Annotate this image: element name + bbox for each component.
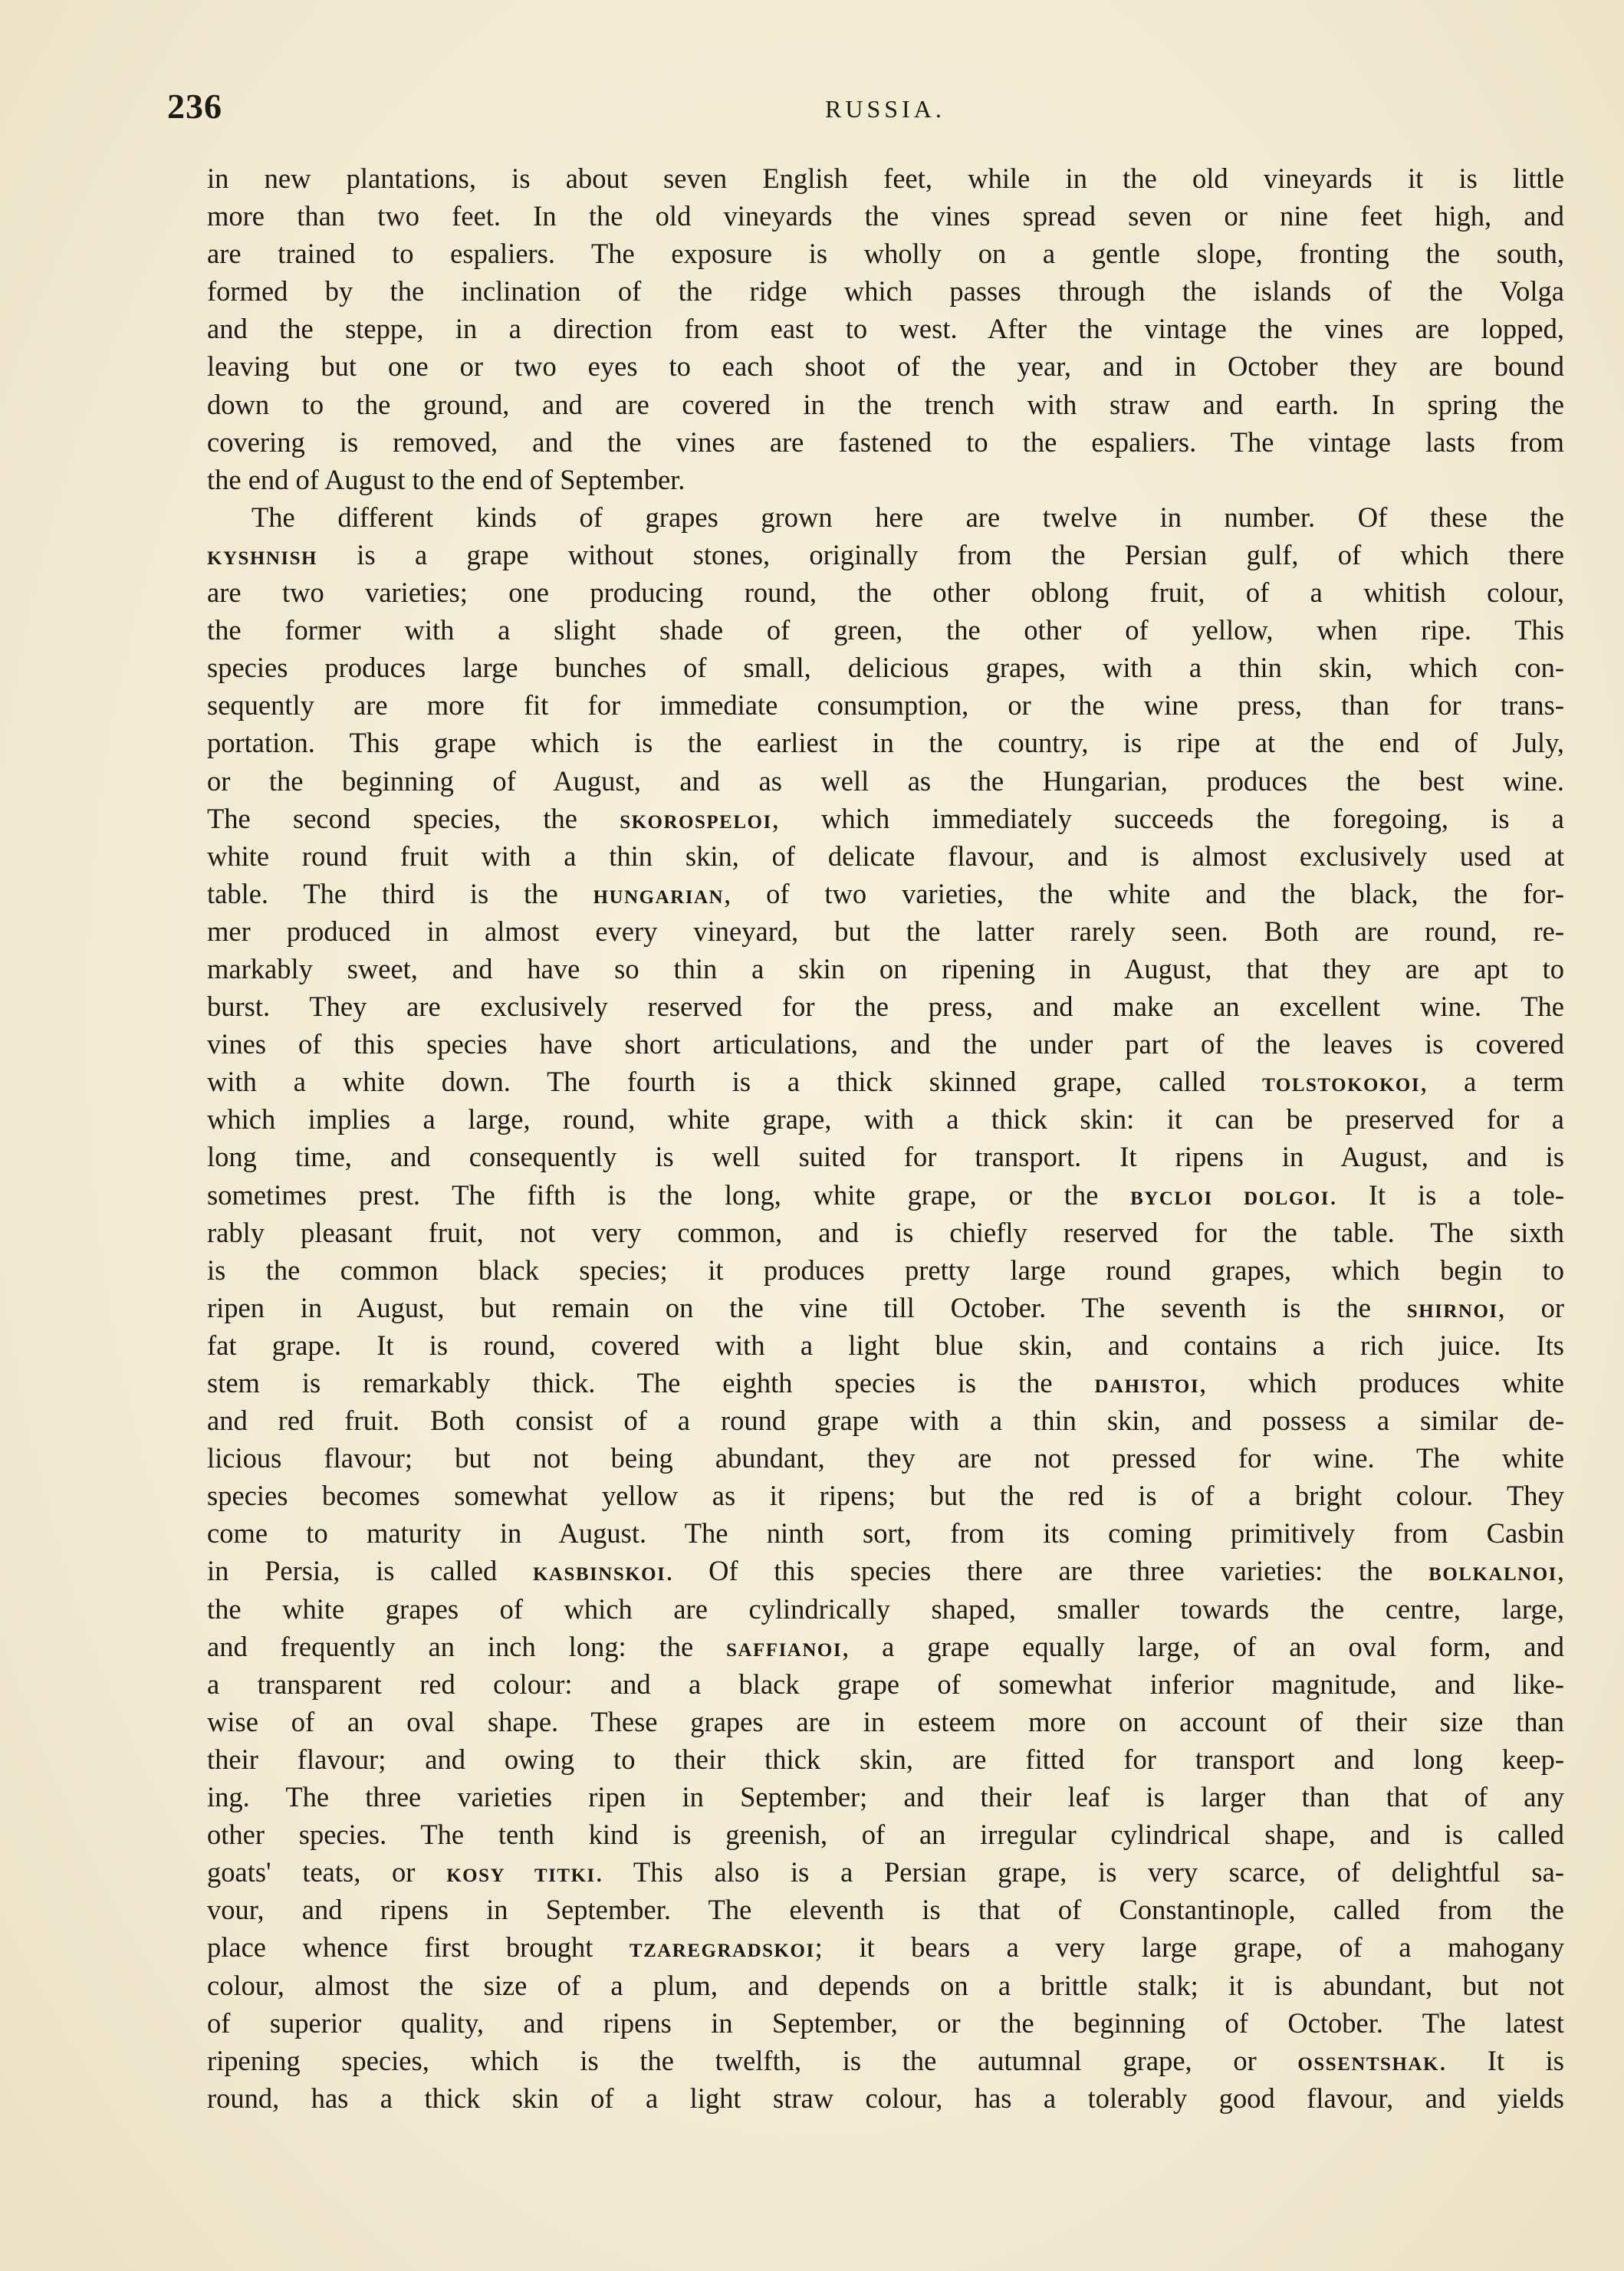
grape-variety-name: KYSHNISH bbox=[207, 547, 317, 569]
text-line bbox=[207, 2042, 1564, 2079]
text-run: ripen in August, but remain on the vine till October. The seventh is the bbox=[207, 1291, 1407, 1323]
text-line bbox=[207, 310, 1564, 347]
text-line bbox=[207, 1326, 1564, 1364]
text-run: , bbox=[1557, 1555, 1564, 1587]
text-run: vour, and ripens in September. The eleventh is that of Constantinople, called from the bbox=[207, 1894, 1564, 1926]
text-line bbox=[207, 1439, 1564, 1477]
text-line bbox=[207, 912, 1564, 950]
text-line bbox=[207, 762, 1564, 800]
grape-variety-name: DAHISTOI bbox=[1094, 1376, 1200, 1397]
text-run: wise of an oval shape. These grapes are in esteem more on account of their size than bbox=[207, 1705, 1564, 1737]
text-run: , which produces white bbox=[1199, 1367, 1564, 1398]
text-run: a transparent red colour: and a black grape of somewhat inferior magnitude, and like- bbox=[207, 1668, 1564, 1700]
text-run: , a term bbox=[1420, 1066, 1565, 1098]
text-run: which implies a large, round, white grape, with a thick skin: it can be preserved for a bbox=[207, 1103, 1564, 1136]
text-run: markably sweet, and have so thin a skin on ripening in August, that they are apt to bbox=[207, 952, 1564, 984]
text-run: are two varieties; one producing round, the other oblong fruit, of a whitish colour, bbox=[207, 577, 1564, 609]
text-run: or the beginning of August, and as well as the Hungarian, produces the best wine. bbox=[207, 764, 1564, 797]
text-line bbox=[207, 2004, 1564, 2042]
text-run: . Of this species there are three varieties: the bbox=[666, 1555, 1429, 1587]
text-run: covering is removed, and the vines are fastened to the espaliers. The vintage lasts from bbox=[207, 426, 1564, 458]
text-line bbox=[207, 235, 1564, 272]
text-run: the end of August to the end of September. bbox=[207, 463, 685, 495]
text-line bbox=[207, 1138, 1564, 1175]
text-line bbox=[207, 800, 1564, 837]
text-line bbox=[207, 1364, 1564, 1402]
text-line bbox=[207, 1214, 1564, 1251]
text-line bbox=[207, 1703, 1564, 1740]
text-line bbox=[207, 159, 1564, 197]
text-run: , of two varieties, the white and the black, the for- bbox=[724, 877, 1564, 909]
text-run: is the common black species; it produces pretty large round grapes, which begin to bbox=[207, 1254, 1564, 1286]
text-line bbox=[207, 1025, 1564, 1063]
text-line bbox=[207, 724, 1564, 761]
text-run: and red fruit. Both consist of a round grape with a thin skin, and possess a similar de- bbox=[207, 1405, 1564, 1437]
text-line bbox=[207, 1740, 1564, 1778]
page-header bbox=[167, 86, 1557, 132]
text-line bbox=[207, 1514, 1564, 1552]
text-run: , a grape equally large, of an oval form, and bbox=[842, 1630, 1564, 1662]
text-line bbox=[207, 649, 1564, 686]
text-run: the former with a slight shade of green, the other of yellow, when ripe. This bbox=[207, 614, 1564, 646]
text-line bbox=[207, 461, 1564, 498]
body-text bbox=[207, 159, 1564, 2117]
grape-variety-name: TOLSTOKOKOI bbox=[1262, 1075, 1421, 1096]
text-line bbox=[207, 498, 1564, 536]
text-run: long time, and consequently is well suited for transport. It ripens in August, and is bbox=[207, 1141, 1564, 1173]
text-run: of superior quality, and ripens in September, or the beginning of October. The latest bbox=[207, 2006, 1564, 2039]
text-line bbox=[207, 1063, 1564, 1100]
text-run: . It is a tole- bbox=[1329, 1178, 1564, 1211]
text-run: portation. This grape which is the earliest in the country, is ripe at the end of July, bbox=[207, 727, 1564, 759]
text-line bbox=[207, 1628, 1564, 1665]
text-line bbox=[207, 1552, 1564, 1589]
text-run: The second species, the bbox=[207, 802, 620, 834]
text-line bbox=[207, 1928, 1564, 1966]
text-run: stem is remarkably thick. The eighth species is the bbox=[207, 1367, 1095, 1398]
text-run: formed by the inclination of the ridge which passes through the islands of the Volga bbox=[207, 275, 1564, 307]
grape-variety-name: BOLKALNOI bbox=[1428, 1564, 1557, 1586]
text-line bbox=[207, 686, 1564, 724]
text-line bbox=[207, 611, 1564, 649]
text-run: fat grape. It is round, covered with a light blue skin, and contains a rich juice. Its bbox=[207, 1329, 1564, 1361]
text-run: ; it bears a very large grape, of a mahogany bbox=[814, 1931, 1565, 1964]
grape-variety-name: OSSENTSHAK bbox=[1297, 2053, 1439, 2075]
text-run: place whence first brought bbox=[207, 1931, 630, 1964]
text-line bbox=[207, 272, 1564, 310]
text-line bbox=[207, 1477, 1564, 1514]
text-line bbox=[207, 1891, 1564, 1928]
text-run: with a white down. The fourth is a thick skinned grape, called bbox=[207, 1066, 1263, 1098]
text-run: species becomes somewhat yellow as it ripens; but the red is of a bright colour. They bbox=[207, 1480, 1564, 1512]
text-run: the white grapes of which are cylindrically shaped, smaller towards the centre, large, bbox=[207, 1592, 1564, 1625]
text-run: vines of this species have short articulations, and the under part of the leaves is covered bbox=[207, 1028, 1564, 1060]
grape-variety-name: BYCLOI DOLGOI bbox=[1130, 1188, 1330, 1209]
text-run: , or bbox=[1497, 1291, 1564, 1323]
running-head: RUSSIA. bbox=[825, 95, 945, 123]
text-line bbox=[207, 1816, 1564, 1853]
text-line bbox=[207, 2079, 1564, 2117]
text-line bbox=[207, 1251, 1564, 1289]
grape-variety-name: SHIRNOI bbox=[1406, 1300, 1498, 1322]
text-run: and the steppe, in a direction from east to west. After the vintage the vines are lopped, bbox=[207, 313, 1564, 345]
grape-variety-name: KASBINSKOI bbox=[532, 1564, 666, 1586]
text-line bbox=[207, 837, 1564, 875]
text-run: , which immediately succeeds the foregoing, is a bbox=[771, 802, 1565, 834]
text-run: in Persia, is called bbox=[207, 1555, 533, 1587]
text-run: other species. The tenth kind is greenish, of an irregular cylindrical shape, and is called bbox=[207, 1819, 1564, 1851]
grape-variety-name: SKOROSPELOI bbox=[620, 811, 772, 833]
text-line bbox=[207, 1590, 1564, 1628]
text-run: rably pleasant fruit, not very common, and is chiefly reserved for the table. The sixth bbox=[207, 1216, 1564, 1248]
text-run: mer produced in almost every vineyard, but the latter rarely seen. Both are round, re- bbox=[207, 915, 1564, 947]
text-run: The different kinds of grapes grown here are twelve in number. Of these the bbox=[251, 501, 1564, 533]
text-run: leaving but one or two eyes to each shoot of the year, and in October they are bound bbox=[207, 350, 1564, 383]
text-line bbox=[207, 1289, 1564, 1326]
text-line bbox=[207, 875, 1564, 912]
text-run: sometimes prest. The fifth is the long, white grape, or the bbox=[207, 1178, 1131, 1211]
text-run: species produces large bunches of small, delicious grapes, with a thin skin, which con- bbox=[207, 652, 1564, 684]
grape-variety-name: SAFFIANOI bbox=[726, 1639, 843, 1661]
text-line bbox=[207, 386, 1564, 423]
text-run: colour, almost the size of a plum, and depends on a brittle stalk; it is abundant, but not bbox=[207, 1969, 1564, 2001]
text-run: are trained to espaliers. The exposure is wholly on a gentle slope, fronting the south, bbox=[207, 238, 1564, 270]
text-line bbox=[207, 1778, 1564, 1816]
text-run: more than two feet. In the old vineyards the vines spread seven or nine feet high, and bbox=[207, 200, 1564, 232]
text-line bbox=[207, 1402, 1564, 1439]
text-line bbox=[207, 197, 1564, 235]
page-number: 236 bbox=[167, 87, 222, 126]
text-run: round, has a thick skin of a light straw colour, has a tolerably good flavour, and yields bbox=[207, 2082, 1564, 2114]
text-run: . This also is a Persian grape, is very scarce, of delightful sa- bbox=[595, 1856, 1564, 1888]
text-line bbox=[207, 1176, 1564, 1214]
text-line bbox=[207, 988, 1564, 1025]
text-line bbox=[207, 536, 1564, 574]
text-line bbox=[207, 1100, 1564, 1138]
grape-variety-name: HUNGARIAN bbox=[593, 886, 725, 908]
text-run: come to maturity in August. The ninth sort, from its coming primitively from Casbin bbox=[207, 1517, 1564, 1550]
text-run: and frequently an inch long: the bbox=[207, 1630, 727, 1662]
text-run: sequently are more fit for immediate consumption, or the wine press, than for trans- bbox=[207, 689, 1564, 721]
text-run: ing. The three varieties ripen in September; and their leaf is larger than that of any bbox=[207, 1781, 1564, 1813]
text-run: is a grape without stones, originally from the Persian gulf, of which there bbox=[317, 538, 1564, 570]
text-run: their flavour; and owing to their thick skin, are fitted for transport and long keep- bbox=[207, 1743, 1564, 1775]
grape-variety-name: TZAREGRADSKOI bbox=[629, 1941, 815, 1962]
text-run: licious flavour; but not being abundant, they are not pressed for wine. The white bbox=[207, 1442, 1564, 1474]
text-line bbox=[207, 423, 1564, 461]
text-run: burst. They are exclusively reserved for the press, and make an excellent wine. The bbox=[207, 991, 1564, 1023]
text-line bbox=[207, 1665, 1564, 1703]
text-run: . It is bbox=[1438, 2044, 1564, 2076]
text-run: table. The third is the bbox=[207, 877, 593, 909]
text-line bbox=[207, 347, 1564, 385]
text-run: down to the ground, and are covered in the trench with straw and earth. In spring the bbox=[207, 388, 1564, 420]
text-run: ripening species, which is the twelfth, is the autumnal grape, or bbox=[207, 2044, 1298, 2076]
text-line bbox=[207, 950, 1564, 988]
text-line bbox=[207, 1853, 1564, 1891]
text-line bbox=[207, 574, 1564, 611]
text-run: white round fruit with a thin skin, of delicate flavour, and is almost exclusively used at bbox=[207, 840, 1564, 872]
grape-variety-name: KOSY TITKI bbox=[446, 1865, 596, 1887]
text-run: in new plantations, is about seven English feet, while in the old vineyards it is little bbox=[207, 163, 1564, 194]
text-run: goats' teats, or bbox=[207, 1856, 447, 1888]
text-line bbox=[207, 1967, 1564, 2004]
